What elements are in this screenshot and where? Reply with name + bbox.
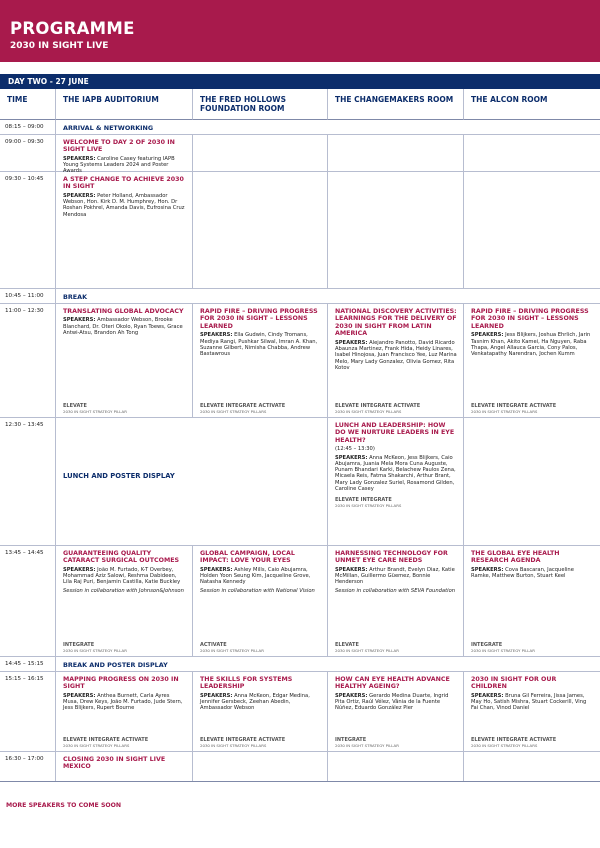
strategy-pillar: ELEVATE INTEGRATE ACTIVATE 2030 IN SIGHT STRATEGY PILLARS	[200, 403, 286, 414]
session-title: LUNCH AND POSTER DISPLAY	[63, 472, 175, 480]
session-time: (12:45 – 13:30)	[335, 446, 375, 453]
session-cell	[56, 546, 193, 656]
table-row	[0, 135, 600, 175]
session-title: RAPID FIRE – DRIVING PROGRESS FOR 2030 IN SIGHT – LESSONS LEARNED	[471, 308, 589, 330]
session-title: GUARANTEEING QUALITY CATARACT SURGICAL OUTCOMES	[63, 550, 180, 565]
col-header-changemakers: THE CHANGEMAKERS ROOM	[328, 89, 464, 120]
session-speakers: SPEAKERS: Anna McKeon, Edgar Medina, Jennifer Gersbeck, Zeehan Abedin, Ambassador Webson	[200, 692, 310, 712]
session-cell	[464, 546, 600, 656]
session-title: THE GLOBAL EYE HEALTH RESEARCH AGENDA	[471, 550, 560, 565]
session-speakers: SPEAKERS: João M. Furtado, K-T Overbey, Mohammad Aziz Salowi, Reshma Dabideen, Lila Raj Puri, Benjamin Castilla, Katie Buckley	[63, 566, 181, 586]
time-cell: 14:45 – 15:15	[0, 657, 56, 671]
session-speakers: SPEAKERS: Ambassador Webson, Brooke Blanchard, Dr. Oteri Okolo, Ryan Toews, Grace Antwi-Atsu, Brandon Ah Tong	[63, 317, 183, 336]
session-speakers: SPEAKERS: Bruna Gil Ferreira, Jissa James, May Ho, Satish Mishra, Stuart Cockerill, Ving Fai Chan, Vinod Daniel	[471, 692, 587, 712]
strategy-pillar: ELEVATE INTEGRATE 2030 IN SIGHT STRATEGY PILLARS	[335, 497, 402, 509]
time-cell: 15:15 – 16:15	[0, 672, 56, 751]
strategy-pillar: ELEVATE 2030 IN SIGHT STRATEGY PILLAR	[63, 403, 127, 414]
time-cell: 11:00 – 12:30	[0, 304, 56, 417]
session-cell	[56, 172, 193, 288]
session-speakers: SPEAKERS: Ella Gudwin, Cindy Tromans, Mediya Rangi, Pushkar Silwal, Imran A. Khan, Suzanne Gilbert, Nimisha Chabba, Andrew Bastawrous	[200, 332, 318, 358]
session-note: Session in collaboration with National Vision	[200, 587, 315, 594]
time-cell: 13:45 – 14:45	[0, 546, 56, 656]
empty-cell	[328, 172, 464, 288]
session-title: THE SKILLS FOR SYSTEMS LEADERSHIP	[200, 676, 293, 691]
session-title: MAPPING PROGRESS ON 2030 IN SIGHT	[63, 676, 179, 691]
time-cell: 09:30 – 10:45	[0, 172, 56, 288]
strategy-pillar: ELEVATE INTEGRATE ACTIVATE 2030 IN SIGHT STRATEGY PILLARS	[63, 737, 149, 748]
day-header: DAY TWO - 27 JUNE	[0, 74, 600, 89]
session-speakers: SPEAKERS: Anthea Burnett, Carla Ayres Musa, Drew Keys, João M. Furtado, Jude Stern, Jess Blijkers, Rupert Bourne	[63, 692, 183, 712]
footer-note: MORE SPEAKERS TO COME SOON	[6, 802, 122, 809]
session-speakers: SPEAKERS: Alejandro Panotto, David Ricardo Abaunza Martinez, Frank Hida, Heidy Linares, Isabel Hinojosa, Juan Francisco Yee, Luz Marina Melo, Mary Lady Gonzalez, Olivia Gomez, Rita Kotov	[335, 339, 457, 371]
session-speakers: SPEAKERS: Cova Bascaran, Jacqueline Ramke, Matthew Burton, Stuart Keel	[471, 566, 574, 580]
strategy-pillar: ELEVATE INTEGRATE ACTIVATE 2030 IN SIGHT STRATEGY PILLARS	[471, 403, 557, 414]
table-row	[0, 418, 600, 546]
session-cell	[464, 304, 600, 417]
session-speakers: SPEAKERS: Caroline Casey featuring IAPB Young Systems Leaders 2024 and Poster Awards	[63, 155, 175, 175]
session-cell	[56, 672, 193, 751]
empty-cell	[328, 752, 464, 781]
empty-cell	[328, 135, 464, 171]
strategy-pillar: INTEGRATE 2030 IN SIGHT STRATEGY PILLAR	[335, 737, 399, 748]
time-cell: 08:15 – 09:00	[0, 120, 56, 134]
col-header-alcon: THE ALCON ROOM	[464, 89, 600, 120]
session-title: HOW CAN EYE HEALTH ADVANCE HEALTHY AGEING?	[335, 676, 450, 691]
session-speakers: SPEAKERS: Ashley Mills, Caio Abujamra, Holden Yoon Seung Kim, Jacqueline Grove, Natasha Kennedy	[200, 566, 311, 586]
session-title: BREAK	[63, 293, 88, 301]
session-title: RAPID FIRE – DRIVING PROGRESS FOR 2030 IN SIGHT – LESSONS LEARNED	[200, 308, 318, 330]
strategy-pillar: ACTIVATE 2030 IN SIGHT STRATEGY PILLAR	[200, 642, 264, 653]
table-row	[0, 752, 600, 782]
session-note: Session in collaboration with SEVA Foundation	[335, 587, 456, 594]
strategy-pillar: ELEVATE 2030 IN SIGHT STRATEGY PILLAR	[335, 642, 399, 653]
session-cell	[328, 304, 464, 417]
col-header-iapb: THE IAPB AUDITORIUM	[56, 89, 193, 120]
strategy-pillar: INTEGRATE 2030 IN SIGHT STRATEGY PILLAR	[63, 642, 127, 653]
session-title: A STEP CHANGE TO ACHIEVE 2030 IN SIGHT	[63, 176, 184, 191]
table-row	[0, 172, 600, 289]
empty-cell	[464, 135, 600, 171]
table-row	[0, 120, 600, 135]
session-cell	[464, 672, 600, 751]
session-title: BREAK AND POSTER DISPLAY	[63, 661, 168, 669]
session-title: NATIONAL DISCOVERY ACTIVITIES: LEARNINGS FOR THE DELIVERY OF 2030 IN SIGHT FROM LATIN AMERICA	[335, 308, 457, 338]
session-speakers: SPEAKERS: Peter Holland, Ambassador Webson, Hon. Kirk D. M. Humphrey, Hon. Dr Roshan Pokhrel, Amanda Davis, Eufrosina Cruz Mendosa	[63, 192, 185, 218]
session-cell	[193, 672, 328, 751]
session-title: WELCOME TO DAY 2 OF 2030 IN SIGHT LIVE	[63, 139, 175, 154]
empty-cell	[193, 172, 328, 288]
session-title: TRANSLATING GLOBAL ADVOCACY	[63, 308, 184, 315]
strategy-pillar: ELEVATE INTEGRATE ACTIVATE 2030 IN SIGHT STRATEGY PILLARS	[200, 737, 286, 748]
empty-cell	[193, 752, 328, 781]
session-cell	[328, 672, 464, 751]
session-cell	[56, 289, 600, 303]
strategy-pillar: INTEGRATE 2030 IN SIGHT STRATEGY PILLAR	[471, 642, 535, 653]
time-cell: 09:00 – 09:30	[0, 135, 56, 171]
session-cell	[56, 418, 328, 545]
empty-cell	[464, 418, 600, 545]
session-cell	[56, 752, 193, 781]
strategy-pillar: ELEVATE INTEGRATE ACTIVATE 2030 IN SIGHT STRATEGY PILLARS	[335, 403, 421, 414]
table-row	[0, 304, 600, 418]
time-cell: 10:45 – 11:00	[0, 289, 56, 303]
session-cell	[56, 657, 600, 671]
table-row	[0, 546, 600, 657]
session-title: LUNCH AND LEADERSHIP: HOW DO WE NURTURE LEADERS IN EYE HEALTH?	[335, 422, 455, 444]
programme-header	[0, 0, 600, 62]
table-row	[0, 672, 600, 752]
session-note: Session in collaboration with Johnson&Johnson	[63, 587, 184, 594]
table-row	[0, 289, 600, 304]
session-speakers: SPEAKERS: Gerardo Medina Duarte, Ingrid Pita Ortiz, Raúl Vélez, Vânia de la Fuente Núñez, Eduardo González Pier	[335, 692, 449, 712]
strategy-pillar: ELEVATE INTEGRATE ACTIVATE 2030 IN SIGHT STRATEGY PILLARS	[471, 737, 557, 748]
session-title: CLOSING 2030 IN SIGHT LIVE MEXICO	[63, 756, 166, 771]
session-title: HARNESSING TECHNOLOGY FOR UNMET EYE CARE NEEDS	[335, 550, 448, 565]
page-title: PROGRAMME	[10, 19, 135, 38]
session-cell	[193, 304, 328, 417]
col-header-time: TIME	[0, 89, 56, 120]
session-speakers: SPEAKERS: Jess Blijkers, Joshua Ehrlich, Jarin Tasnim Khan, Akito Kamei, Ha Nguyen, Raba Thapa, Angel Allauca Garcia, Cony Palos, Venkatapathy Narendran, Jochen Kumm	[471, 332, 591, 358]
empty-cell	[464, 172, 600, 288]
session-cell	[193, 546, 328, 656]
session-cell	[56, 135, 193, 175]
empty-cell	[464, 752, 600, 781]
session-title: GLOBAL CAMPAIGN, LOCAL IMPACT: LOVE YOUR EYES	[200, 550, 295, 565]
time-cell: 16:30 – 17:00	[0, 752, 56, 781]
session-title: ARRIVAL & NETWORKING	[63, 124, 154, 132]
page-subtitle: 2030 IN SIGHT LIVE	[10, 41, 109, 51]
col-header-fred-hollows: THE FRED HOLLOWS FOUNDATION ROOM	[193, 89, 328, 120]
time-cell: 12:30 – 13:45	[0, 418, 56, 545]
session-speakers: SPEAKERS: Anna McKeon, Jess Blijkers, Caio Abujamra, Juania Mela Mora Cuna Auguste, Punam Bhandari Karki, Belachew Paulos Zena, Micaela Reis, Fatma Shakarchi, Arthur Brant, Mary Lady Gonzalez Suriel, Rosamond Gilden, Caroline Casey	[335, 454, 456, 492]
session-cell	[328, 418, 464, 545]
session-title: 2030 IN SIGHT FOR OUR CHILDREN	[471, 676, 557, 691]
session-cell	[56, 304, 193, 417]
empty-cell	[193, 135, 328, 171]
session-speakers: SPEAKERS: Arthur Brandt, Evelyn Diaz, Katie McMillan, Guillermo Güemez, Bonnie Henderson	[335, 566, 455, 586]
session-cell	[56, 120, 600, 134]
table-row	[0, 657, 600, 672]
session-cell	[328, 546, 464, 656]
